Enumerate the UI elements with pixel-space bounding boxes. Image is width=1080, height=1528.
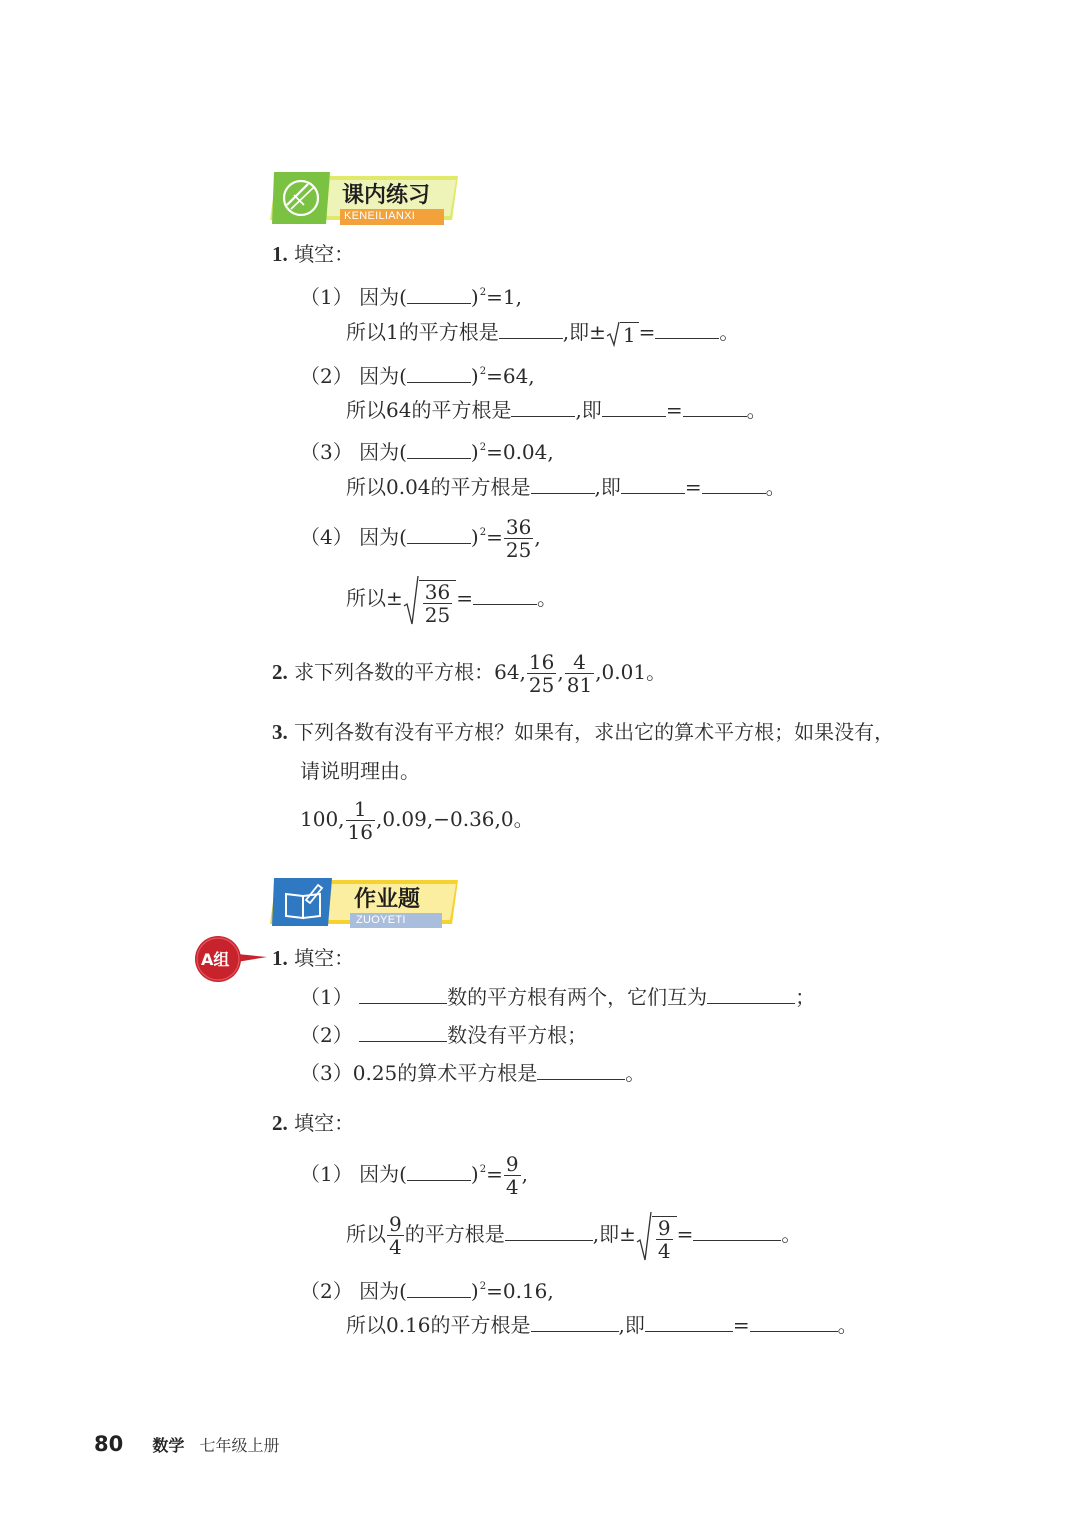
item-text: ) bbox=[470, 525, 479, 549]
exponent: 2 bbox=[479, 366, 487, 377]
fraction bbox=[656, 1217, 673, 1262]
answer-blank[interactable] bbox=[750, 1313, 838, 1332]
item-text: = bbox=[676, 1222, 694, 1246]
item-label: （4） bbox=[300, 525, 353, 549]
answer-blank[interactable] bbox=[693, 1222, 781, 1241]
numerator: 36 bbox=[505, 515, 532, 539]
answer-blank[interactable] bbox=[473, 586, 537, 605]
item-text: , bbox=[521, 1162, 528, 1186]
question-text: 100, bbox=[300, 807, 345, 831]
item-label: （1） bbox=[300, 985, 353, 1009]
square-root bbox=[636, 1210, 677, 1262]
question-prompt: 填空： bbox=[294, 1111, 355, 1135]
answer-blank[interactable] bbox=[531, 475, 595, 494]
numerator: 16 bbox=[528, 650, 555, 674]
answer-blank[interactable] bbox=[621, 475, 685, 494]
item-text: 。 bbox=[536, 586, 557, 610]
radicand: 1 bbox=[620, 322, 639, 347]
book-grade: 七年级上册 bbox=[199, 1436, 280, 1455]
homework-section-header bbox=[270, 876, 460, 930]
book-pencil-icon bbox=[282, 882, 326, 922]
homework-q1-header bbox=[272, 946, 354, 970]
answer-blank[interactable] bbox=[655, 320, 719, 339]
numerator: 9 bbox=[505, 1152, 519, 1176]
denominator: 4 bbox=[389, 1235, 402, 1259]
item-text: ) bbox=[470, 285, 479, 309]
item-label: （1） bbox=[300, 285, 353, 309]
item-label: （2） bbox=[300, 364, 353, 388]
group-label: A组 bbox=[201, 950, 230, 969]
item-text: ) bbox=[470, 440, 479, 464]
fraction bbox=[527, 651, 556, 696]
practice-q1-item4-line2 bbox=[346, 572, 557, 626]
practice-title: 课内练习 bbox=[342, 183, 431, 208]
practice-q2 bbox=[272, 647, 666, 697]
practice-q3-values bbox=[300, 794, 534, 844]
item-text: 。 bbox=[781, 1222, 802, 1246]
item-label: （2） bbox=[300, 1023, 353, 1047]
item-label: （2） bbox=[300, 1279, 353, 1303]
answer-blank[interactable] bbox=[407, 285, 471, 304]
item-text: ,即± bbox=[592, 1222, 636, 1246]
item-text: 。 bbox=[837, 1313, 858, 1337]
numerator: 9 bbox=[657, 1215, 671, 1240]
item-text: = bbox=[486, 525, 503, 549]
question-prompt: 填空： bbox=[294, 242, 355, 266]
item-text: 。 bbox=[719, 320, 740, 344]
fraction bbox=[346, 798, 375, 843]
question-prompt: 填空： bbox=[294, 946, 355, 970]
item-text: = bbox=[665, 398, 683, 422]
fraction bbox=[565, 651, 594, 696]
fraction bbox=[504, 1153, 521, 1198]
question-number: 2. bbox=[272, 1111, 288, 1135]
practice-q1-item4-line1 bbox=[300, 508, 541, 562]
item-text: 所以0.04的平方根是 bbox=[346, 475, 531, 499]
question-text: 请说明理由。 bbox=[300, 759, 420, 783]
homework-q1-item2 bbox=[300, 1023, 587, 1047]
item-text: 数的平方根有两个，它们互为 bbox=[447, 985, 708, 1009]
item-text: , bbox=[534, 525, 541, 549]
practice-subtitle: KENEILIANXI bbox=[344, 210, 416, 222]
answer-blank[interactable] bbox=[407, 1162, 471, 1181]
practice-q1-header bbox=[272, 242, 354, 266]
item-text: ) bbox=[470, 1279, 479, 1303]
practice-q1-item2-line2 bbox=[346, 398, 767, 422]
item-text: 0.25的算术平方根是 bbox=[352, 1061, 538, 1085]
item-text: 因为( bbox=[359, 1162, 407, 1186]
homework-title: 作业题 bbox=[354, 887, 421, 912]
item-text: 所以± bbox=[346, 586, 403, 610]
answer-blank[interactable] bbox=[407, 440, 471, 459]
item-text: ,即 bbox=[575, 398, 602, 422]
exponent: 2 bbox=[479, 442, 487, 453]
item-text: ) bbox=[470, 1162, 479, 1186]
question-number: 1. bbox=[272, 242, 288, 266]
practice-q1-item2-line1 bbox=[300, 360, 535, 388]
answer-blank[interactable] bbox=[511, 398, 575, 417]
item-text: = bbox=[684, 475, 702, 499]
fraction bbox=[423, 581, 452, 626]
homework-q1-item3 bbox=[300, 1061, 645, 1085]
homework-q2-item1-line2 bbox=[346, 1208, 801, 1262]
fraction bbox=[504, 516, 533, 561]
practice-section-header bbox=[270, 170, 460, 228]
denominator: 25 bbox=[505, 538, 532, 562]
item-text: =0.16, bbox=[486, 1279, 554, 1303]
question-number: 2. bbox=[272, 660, 288, 684]
square-root bbox=[606, 321, 639, 347]
radical-sign bbox=[636, 1210, 652, 1262]
item-text: ,即 bbox=[618, 1313, 645, 1337]
denominator: 4 bbox=[657, 1238, 671, 1263]
answer-blank[interactable] bbox=[645, 1313, 733, 1332]
item-text: = bbox=[638, 320, 656, 344]
radicand bbox=[652, 1216, 677, 1262]
item-text: ) bbox=[470, 364, 479, 388]
item-text: =1, bbox=[486, 285, 522, 309]
item-text: 因为( bbox=[359, 1279, 407, 1303]
practice-q3-line1 bbox=[272, 720, 894, 744]
item-label: （3） bbox=[300, 1061, 353, 1085]
practice-q1-item1-line1 bbox=[300, 281, 522, 309]
question-text: 求下列各数的平方根：64, bbox=[294, 660, 526, 684]
page-footer bbox=[94, 1432, 279, 1456]
practice-q1-item3-line2 bbox=[346, 475, 786, 499]
exponent: 2 bbox=[479, 287, 487, 298]
answer-blank[interactable] bbox=[407, 525, 471, 544]
item-text: = bbox=[456, 586, 473, 610]
answer-blank[interactable] bbox=[359, 1023, 447, 1042]
item-text: 所以1的平方根是 bbox=[346, 320, 499, 344]
numerator: 1 bbox=[346, 798, 375, 821]
homework-q2-item1-line1 bbox=[300, 1145, 528, 1199]
fraction bbox=[387, 1213, 404, 1258]
item-text: 。 bbox=[625, 1061, 646, 1085]
homework-subtitle: ZUOYETI bbox=[356, 914, 406, 926]
homework-q2-header bbox=[272, 1111, 354, 1135]
square-root bbox=[403, 574, 456, 626]
item-text: = bbox=[486, 1162, 503, 1186]
denominator: 25 bbox=[528, 673, 555, 697]
answer-blank[interactable] bbox=[407, 1279, 471, 1298]
item-text: ,即 bbox=[594, 475, 621, 499]
question-text: ,0.01。 bbox=[595, 660, 667, 684]
item-text: ,即± bbox=[562, 320, 606, 344]
item-text: 所以 bbox=[346, 1222, 386, 1246]
item-text: 所以64的平方根是 bbox=[346, 398, 512, 422]
question-text: ,0.09,−0.36,0。 bbox=[375, 807, 534, 831]
answer-blank[interactable] bbox=[602, 398, 666, 417]
item-text: 。 bbox=[765, 475, 786, 499]
answer-blank[interactable] bbox=[683, 398, 747, 417]
item-text: 因为( bbox=[359, 364, 407, 388]
item-text: 所以0.16的平方根是 bbox=[346, 1313, 531, 1337]
numerator: 4 bbox=[565, 651, 594, 674]
practice-q1-item1-line2 bbox=[346, 320, 739, 347]
exponent: 2 bbox=[479, 527, 487, 538]
item-text: =0.04, bbox=[486, 440, 554, 464]
homework-q2-item2-line2 bbox=[346, 1313, 858, 1337]
item-text: 数没有平方根； bbox=[447, 1023, 588, 1047]
radicand bbox=[419, 580, 456, 626]
answer-blank[interactable] bbox=[537, 1061, 625, 1080]
radical-sign bbox=[403, 574, 419, 626]
item-text: 因为( bbox=[359, 285, 407, 309]
practice-q1-item3-line1 bbox=[300, 436, 554, 464]
question-text: , bbox=[557, 660, 564, 684]
protractor-icon bbox=[278, 175, 324, 221]
answer-blank[interactable] bbox=[505, 1222, 593, 1241]
item-text: = bbox=[732, 1313, 750, 1337]
group-a-badge bbox=[193, 935, 269, 983]
answer-blank[interactable] bbox=[359, 985, 447, 1004]
answer-blank[interactable] bbox=[499, 320, 563, 339]
practice-q3-line2 bbox=[300, 759, 420, 783]
item-label: （1） bbox=[300, 1162, 353, 1186]
item-text: 的平方根是 bbox=[404, 1222, 505, 1246]
numerator: 9 bbox=[389, 1212, 402, 1236]
numerator: 36 bbox=[424, 579, 451, 604]
item-text: 因为( bbox=[359, 525, 407, 549]
answer-blank[interactable] bbox=[702, 475, 766, 494]
answer-blank[interactable] bbox=[407, 364, 471, 383]
item-label: （3） bbox=[300, 440, 353, 464]
page-number: 80 bbox=[94, 1432, 124, 1456]
item-text: =64, bbox=[486, 364, 535, 388]
denominator: 16 bbox=[347, 820, 373, 844]
denominator: 81 bbox=[566, 673, 593, 697]
denominator: 4 bbox=[505, 1175, 519, 1199]
homework-q1-item1 bbox=[300, 985, 815, 1009]
item-text: 因为( bbox=[359, 440, 407, 464]
question-number: 1. bbox=[272, 946, 288, 970]
denominator: 25 bbox=[424, 602, 451, 627]
item-text: 。 bbox=[746, 398, 767, 422]
exponent: 2 bbox=[479, 1281, 487, 1292]
question-text: 下列各数有没有平方根？如果有，求出它的算术平方根；如果没有， bbox=[294, 720, 895, 744]
exponent: 2 bbox=[479, 1164, 487, 1175]
homework-q2-item2-line1 bbox=[300, 1275, 554, 1303]
answer-blank[interactable] bbox=[707, 985, 795, 1004]
item-text: ； bbox=[795, 985, 816, 1009]
book-subject: 数学 bbox=[152, 1436, 185, 1455]
question-number: 3. bbox=[272, 720, 288, 744]
radical-sign bbox=[606, 321, 620, 347]
answer-blank[interactable] bbox=[531, 1313, 619, 1332]
